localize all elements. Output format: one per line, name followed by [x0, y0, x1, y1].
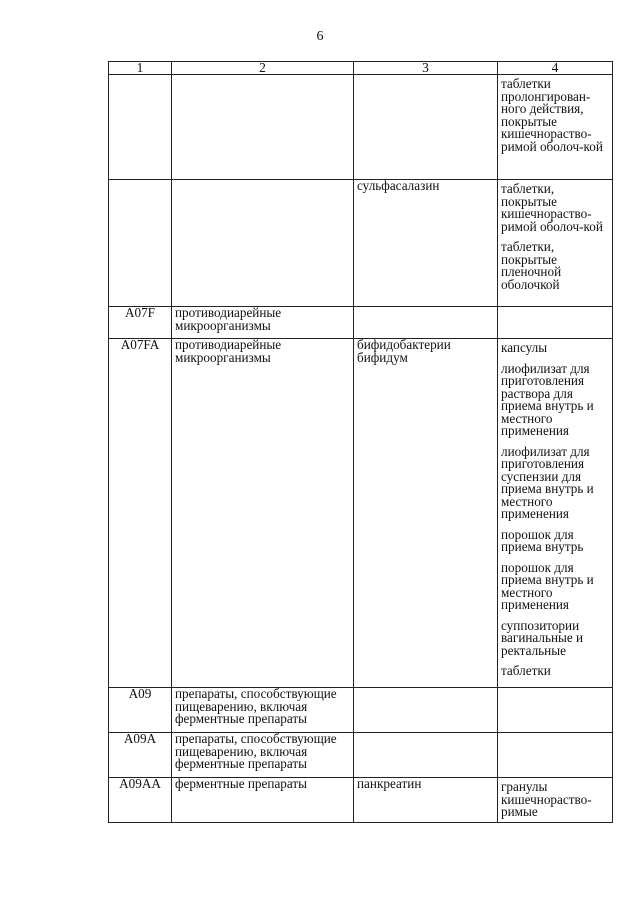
dosage-form: таблетки — [501, 663, 551, 678]
drug-cell: панкреатин — [354, 778, 498, 823]
dosage-form: лиофилизат для приготовления раствора для приема внутрь и местного применения — [501, 360, 594, 438]
drug-cell: бифидобактерии бифидум — [354, 339, 498, 688]
table-row — [109, 688, 613, 733]
atc-code-cell — [109, 75, 172, 180]
group-cell: противодиарейные микроорганизмы — [172, 307, 354, 339]
table-row — [109, 307, 613, 339]
group-cell: ферментные препараты — [172, 778, 354, 823]
dosage-form: порошок для приема внутрь и местного применения — [501, 559, 594, 612]
dosage-form: порошок для приема внутрь — [501, 526, 584, 554]
drug-cell — [354, 733, 498, 778]
dosage-form: лиофилизат для приготовления суспензии для приема внутрь и местного применения — [501, 443, 594, 521]
drug-cell: сульфасалазин — [354, 180, 498, 307]
header-cell: 4 — [498, 62, 613, 75]
atc-code-cell: A09AA — [109, 778, 172, 823]
group-cell: препараты, способствующие пищеварению, включая ферментные препараты — [172, 733, 354, 778]
group-cell: препараты, способствующие пищеварению, включая ферментные препараты — [172, 688, 354, 733]
page-number: 6 — [316, 29, 324, 44]
table-row — [109, 778, 613, 823]
forms-cell — [498, 733, 613, 778]
atc-code-cell — [109, 180, 172, 307]
group-cell — [172, 180, 354, 307]
drug-table — [108, 61, 613, 823]
table-row — [109, 75, 613, 180]
drug-cell — [354, 75, 498, 180]
header-cell: 1 — [109, 62, 172, 75]
table-row — [109, 339, 613, 688]
dosage-form: гранулы кишечнораство-римые — [501, 779, 592, 819]
table-header-row — [109, 62, 613, 75]
forms-cell — [498, 688, 613, 733]
atc-code-cell: A09A — [109, 733, 172, 778]
group-cell: противодиарейные микроорганизмы — [172, 339, 354, 688]
group-cell — [172, 75, 354, 180]
forms-cell — [498, 339, 613, 688]
atc-code-cell: A07F — [109, 307, 172, 339]
dosage-form: таблетки пролонгирован-ного действия, покрытые кишечнораство-римой оболоч-кой — [501, 76, 603, 154]
header-cell: 2 — [172, 62, 354, 75]
dosage-form: таблетки, покрытые пленочной оболочкой — [501, 239, 562, 292]
dosage-form: капсулы — [501, 340, 548, 355]
forms-cell — [498, 307, 613, 339]
header-cell: 3 — [354, 62, 498, 75]
dosage-form: таблетки, покрытые кишечнораство-римой оболоч-кой — [501, 181, 603, 234]
atc-code-cell: A09 — [109, 688, 172, 733]
atc-code-cell: A07FA — [109, 339, 172, 688]
forms-cell — [498, 778, 613, 823]
drug-cell — [354, 307, 498, 339]
table-row — [109, 180, 613, 307]
table-row — [109, 733, 613, 778]
forms-cell — [498, 180, 613, 307]
drug-cell — [354, 688, 498, 733]
dosage-form: суппозитории вагинальные и ректальные — [501, 617, 584, 658]
forms-cell — [498, 75, 613, 180]
